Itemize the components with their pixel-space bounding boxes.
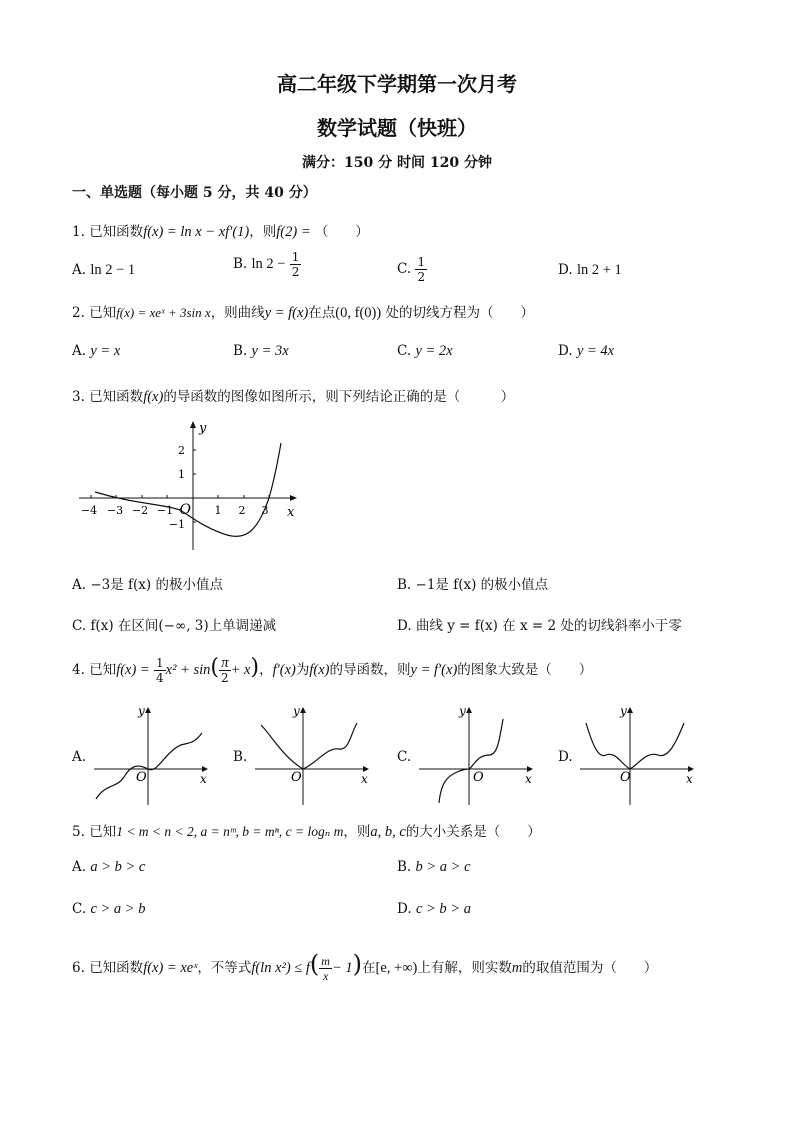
question-text: 为 <box>295 662 310 678</box>
numerator: m <box>321 954 330 968</box>
option-label: C. <box>72 901 87 917</box>
origin-label: O <box>620 770 631 785</box>
origin-label: O <box>179 502 191 518</box>
option-text: f(x) 在区间(−∞, 3)上单调递减 <box>90 618 277 634</box>
math-expression: f(x) <box>309 662 330 678</box>
option-label: B. <box>397 859 412 875</box>
option-c <box>397 255 427 284</box>
question-text: ，则曲线 <box>210 305 265 321</box>
math-expression: f(x) <box>143 389 164 405</box>
option-b <box>397 859 471 876</box>
math-expression: [e, +∞) <box>375 960 418 976</box>
question-6 <box>72 950 657 983</box>
math-expression: f(x) = ln x − xf′(1) <box>143 224 250 240</box>
option-label: D. <box>558 343 573 359</box>
math-expression: − 1 <box>331 960 353 976</box>
y-axis-label: y <box>138 704 145 718</box>
question-text: 的导函数，则 <box>329 662 411 678</box>
y-tick-label: 1 <box>178 468 185 481</box>
y-tick-label: −1 <box>168 518 185 531</box>
fraction <box>219 656 231 685</box>
x-tick-label: 1 <box>214 504 222 517</box>
question-number: 2. <box>72 305 85 321</box>
question-text: ，则 <box>343 824 371 840</box>
option-d-graph <box>578 703 698 808</box>
question-text: 已知函数 <box>89 224 144 240</box>
x-tick-label: 3 <box>261 504 269 517</box>
option-b <box>397 573 548 593</box>
option-text: c > a > b <box>90 901 146 917</box>
y-axis-label: y <box>459 704 466 718</box>
question-text: ，不等式 <box>197 960 252 976</box>
x-axis-label: x <box>287 505 295 520</box>
question-text: 已知函数 <box>89 960 144 976</box>
option-label: A. <box>72 577 87 593</box>
question-text: 上有解，则实数 <box>417 960 512 976</box>
y-axis-label: y <box>620 704 627 718</box>
math-expression: a, b, c <box>370 824 406 840</box>
y-axis-label: y <box>199 421 207 436</box>
numerator: 1 <box>417 255 426 269</box>
x-tick-label: −1 <box>156 504 174 517</box>
denominator: 2 <box>417 270 426 284</box>
question-number: 5. <box>72 824 85 840</box>
option-text: ln 2 − <box>251 256 286 272</box>
option-a <box>72 859 145 876</box>
question-text: 的取值范围为（ ） <box>522 960 658 976</box>
x-tick-label: −4 <box>80 504 98 517</box>
option-c-label: C. <box>397 749 412 765</box>
derivative-graph <box>75 418 305 553</box>
option-d <box>558 343 614 360</box>
numerator: 1 <box>156 656 164 670</box>
option-label: C. <box>72 618 87 634</box>
option-c <box>72 614 276 634</box>
option-text: c > b > a <box>415 901 471 917</box>
option-text: −3是 f(x) 的极小值点 <box>90 577 223 593</box>
option-a-label: A. <box>72 749 87 765</box>
denominator: 2 <box>291 265 300 279</box>
x-axis-label: x <box>686 772 693 786</box>
option-text: y = 4x <box>576 343 615 359</box>
option-label: D. <box>397 901 412 917</box>
paren: ) <box>250 655 260 680</box>
answer-brackets: （ ） <box>314 224 369 240</box>
option-text: y = x <box>90 343 121 359</box>
option-label: A. <box>72 343 87 359</box>
option-text: 曲线 y = f(x) 在 x = 2 处的切线斜率小于零 <box>415 618 682 634</box>
section-heading: 一、单选题（每小题 5 分，共 40 分） <box>72 185 317 201</box>
paren: ( <box>309 950 320 978</box>
question-5 <box>72 820 541 841</box>
question-text: ， <box>259 662 273 678</box>
option-b-graph <box>253 703 373 808</box>
origin-label: O <box>136 770 147 785</box>
question-number: 4. <box>72 662 85 678</box>
x-tick-label: −2 <box>131 504 149 517</box>
question-text: 已知函数 <box>89 389 144 405</box>
x-axis-label: x <box>361 772 368 786</box>
question-text: 已知 <box>89 824 117 840</box>
fraction <box>290 250 302 279</box>
math-expression: y = f(x) <box>264 305 309 321</box>
option-label: B. <box>233 343 248 359</box>
x-axis-label: x <box>200 772 207 786</box>
math-expression: f(x) = <box>116 662 150 678</box>
option-label: B. <box>397 577 412 593</box>
x-axis-label: x <box>525 772 532 786</box>
question-2 <box>72 301 534 322</box>
question-text: 已知 <box>89 305 117 321</box>
option-label: D. <box>397 618 412 634</box>
fraction <box>415 255 427 284</box>
math-expression: f(ln x²) ≤ f <box>251 960 310 976</box>
numerator: π <box>219 656 231 671</box>
math-expression: x² + sin <box>165 662 211 678</box>
page-subtitle: 数学试题（快班） <box>317 116 477 140</box>
option-d <box>397 901 471 918</box>
option-c <box>397 343 453 360</box>
question-text: 的图象大致是（ ） <box>457 662 593 678</box>
option-text: b > a > c <box>415 859 471 875</box>
option-label: D. <box>558 262 573 278</box>
fraction <box>319 954 332 983</box>
option-c-graph <box>417 703 537 808</box>
question-text: 的大小关系是（ ） <box>405 824 541 840</box>
option-text: a > b > c <box>90 859 146 875</box>
question-text: 在 <box>362 960 376 976</box>
question-3 <box>72 385 514 406</box>
option-label: B. <box>233 256 248 272</box>
y-tick-label: 2 <box>178 444 185 457</box>
math-expression: f(2) = <box>276 224 311 240</box>
origin-label: O <box>291 770 302 785</box>
option-a <box>72 262 135 279</box>
math-expression: 1 < m < n < 2, a = nᵐ, b = mⁿ, c = logₙ m <box>116 824 344 839</box>
option-b <box>233 343 289 360</box>
option-d <box>397 614 682 634</box>
question-1 <box>72 220 369 241</box>
option-text: ln 2 + 1 <box>576 262 622 278</box>
x-tick-label: 2 <box>238 504 246 517</box>
option-b <box>233 250 301 279</box>
option-d-label: D. <box>558 749 573 765</box>
math-expression: f′(x) <box>272 662 296 678</box>
question-4 <box>72 655 592 685</box>
question-text: 已知 <box>89 662 117 678</box>
score-line: 满分：150 分 时间 120 分钟 <box>302 155 492 171</box>
question-text: 的导函数的图像如图所示，则下列结论正确的是（ ） <box>163 389 515 405</box>
question-text: ，则 <box>249 224 277 240</box>
denominator: 2 <box>221 671 229 685</box>
denominator: x <box>322 969 329 983</box>
option-text: y = 3x <box>251 343 289 359</box>
x-tick-label: −3 <box>106 504 124 517</box>
option-text: −1是 f(x) 的极小值点 <box>415 577 549 593</box>
question-number: 3. <box>72 389 85 405</box>
math-expression: m <box>511 960 523 976</box>
math-expression: f(x) = xeˣ + 3sin x <box>116 305 211 320</box>
question-number: 1. <box>72 224 85 240</box>
option-text: y = 2x <box>415 343 453 359</box>
option-a-graph <box>92 703 212 808</box>
option-label: C. <box>397 343 412 359</box>
paren: ) <box>352 950 363 978</box>
fraction <box>154 656 166 685</box>
math-expression: + x <box>230 662 251 678</box>
question-number: 6. <box>72 960 85 976</box>
question-text: 在点 <box>308 305 336 321</box>
option-label: A. <box>72 859 87 875</box>
option-a <box>72 573 223 593</box>
option-a <box>72 343 120 360</box>
numerator: 1 <box>291 250 300 264</box>
math-expression: y = f′(x) <box>410 662 458 678</box>
option-d <box>558 262 622 279</box>
option-c <box>72 901 145 918</box>
option-b-label: B. <box>233 749 248 765</box>
option-label: C. <box>397 261 412 277</box>
origin-label: O <box>473 770 484 785</box>
y-axis-label: y <box>293 704 300 718</box>
denominator: 4 <box>156 671 164 685</box>
math-expression: (0, f(0)) <box>335 305 382 321</box>
option-text: ln 2 − 1 <box>90 262 136 278</box>
math-expression: f(x) = xeˣ <box>143 960 198 976</box>
option-label: A. <box>72 262 87 278</box>
page-title: 高二年级下学期第一次月考 <box>277 72 517 96</box>
paren: ( <box>210 655 219 680</box>
question-text: 处的切线方程为（ ） <box>385 305 534 321</box>
